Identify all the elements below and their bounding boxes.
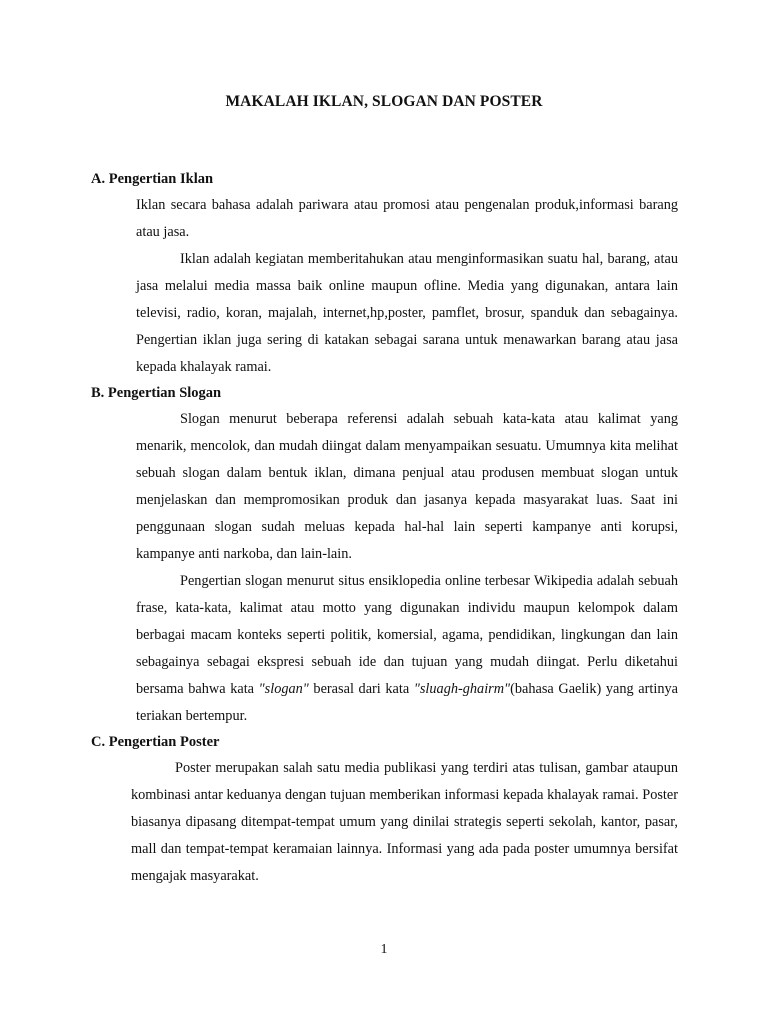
section-heading-poster: C. Pengertian Poster	[91, 734, 220, 750]
paragraph-slogan-2-text-1: Pengertian slogan menurut situs ensiklopedia online terbesar Wikipedia adalah sebuah frase, kata-kata, kalimat atau motto yang digunakan individu maupun kelompok dalam berbagai macam konteks seperti politik, komersial, agama, pendidikan, lingkungan dan lain sebagainya sebagai ekspresi sebuah ide dan tujuan yang mudah diingat. Perlu diketahui bersama bahwa kata	[136, 573, 678, 697]
slogan-term-italic: "slogan"	[258, 681, 309, 697]
page-number: 1	[380, 942, 388, 957]
paragraph-poster: Poster merupakan salah satu media publikasi yang terdiri atas tulisan, gambar ataupun kombinasi antar keduanya dengan tujuan memberikan informasi kepada khalayak ramai. Poster biasanya dipasang ditempat-tempat umum yang dinilai strategis seperti sekolah, kantor, pasar, mall dan tempat-tempat keramaian lainnya. Informasi yang ada pada poster umumnya bersifat mengajak masyarakat.	[131, 760, 678, 884]
section-heading-slogan: B. Pengertian Slogan	[91, 385, 222, 401]
paragraph-slogan-2	[136, 568, 678, 730]
document-title: MAKALAH IKLAN, SLOGAN DAN POSTER	[225, 93, 543, 110]
paragraph-slogan-2-text-2: berasal dari kata	[308, 681, 414, 697]
paragraph-slogan-1: Slogan menurut beberapa referensi adalah sebuah kata-kata atau kalimat yang menarik, mencolok, dan mudah diingat dalam menyampaikan sesuatu. Umumnya kita melihat sebuah slogan dalam bentuk iklan, dimana penjual atau produsen membuat slogan untuk menjelaskan dan mempromosikan produk dan jasanya kepada masyarakat luas. Saat ini penggunaan slogan sudah meluas kepada hal-hal lain seperti kampanye anti korupsi, kampanye anti narkoba, dan lain-lain.	[136, 411, 678, 562]
sluagh-ghairm-term-italic: "sluagh-ghairm"	[413, 681, 511, 697]
paragraph-iklan-2: Iklan adalah kegiatan memberitahukan atau menginformasikan suatu hal, barang, atau jasa melalui media massa baik online maupun ofline. Media yang digunakan, antara lain televisi, radio, koran, majalah, internet,hp,poster, pamflet, brosur, spanduk dan sebagainya. Pengertian iklan juga sering di katakan sebagai sarana untuk menawarkan barang atau jasa kepada khalayak ramai.	[136, 251, 678, 375]
paragraph-iklan-1: Iklan secara bahasa adalah pariwara atau promosi atau pengenalan produk,informasi barang atau jasa.	[136, 197, 678, 240]
section-heading-iklan: A. Pengertian Iklan	[91, 171, 214, 187]
paragraph-slogan-2-text-3: (bahasa Gaelik) yang artinya teriakan bertempur.	[136, 681, 678, 724]
